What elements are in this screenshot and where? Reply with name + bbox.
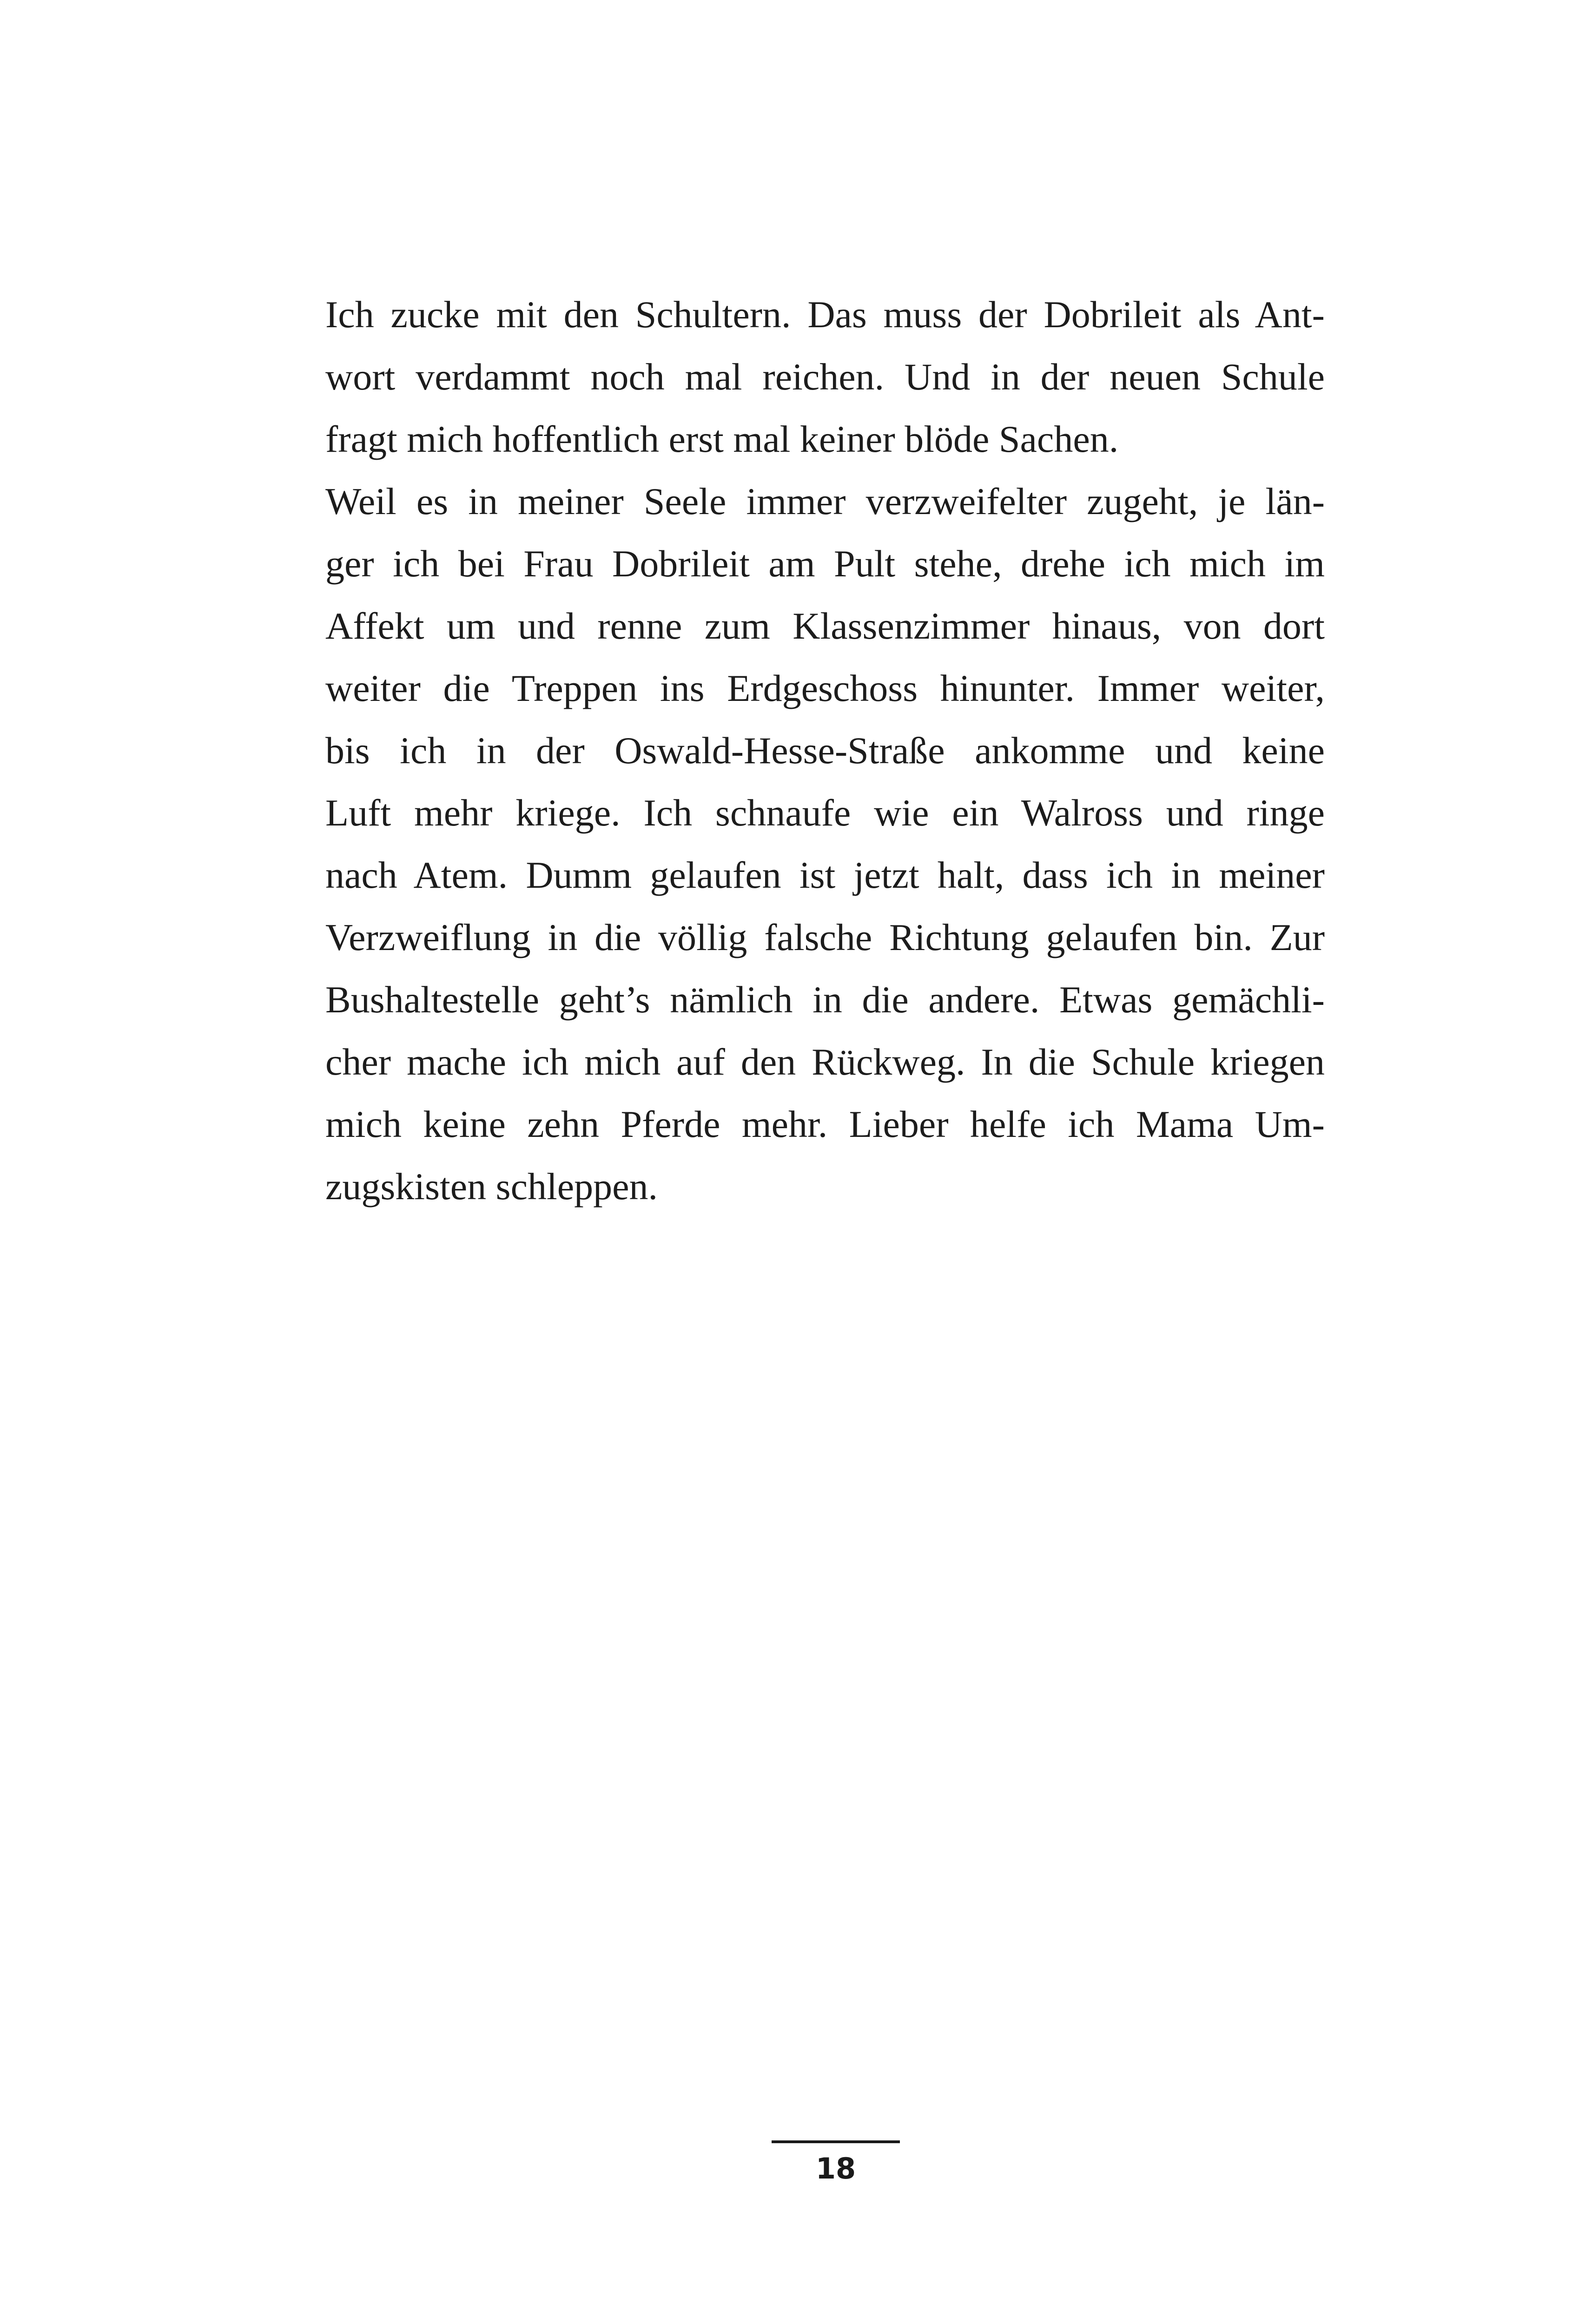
- text-line: Verzweiflung in die völlig falsche Richtung gelaufen bin. Zur: [325, 916, 1325, 958]
- text-line: weiter die Treppen ins Erdgeschoss hinunter. Immer weiter,: [325, 667, 1325, 709]
- text-line: Ich zucke mit den Schultern. Das muss der Dobrileit als Ant-: [325, 293, 1325, 336]
- text-line: zugskisten schleppen.: [325, 1165, 658, 1208]
- text-line: ger ich bei Frau Dobrileit am Pult stehe, drehe ich mich im: [325, 542, 1325, 585]
- text-line: nach Atem. Dumm gelaufen ist jetzt halt, dass ich in meiner: [325, 854, 1325, 896]
- text-line: cher mache ich mich auf den Rückweg. In die Schule kriegen: [325, 1041, 1325, 1083]
- page-footer: [772, 2140, 900, 2185]
- page-number: 18: [815, 2152, 856, 2185]
- text-line: Weil es in meiner Seele immer verzweifelter zugeht, je län-: [325, 480, 1325, 522]
- text-line: bis ich in der Oswald-Hesse-Straße ankomme und keine: [325, 729, 1325, 772]
- text-line: wort verdammt noch mal reichen. Und in der neuen Schule: [325, 356, 1325, 398]
- text-line: Luft mehr kriege. Ich schnaufe wie ein Walross und ringe: [325, 792, 1325, 834]
- text-line: Affekt um und renne zum Klassenzimmer hinaus, von dort: [325, 605, 1325, 647]
- text-line: fragt mich hoffentlich erst mal keiner blöde Sachen.: [325, 418, 1119, 460]
- body-text: [325, 284, 1325, 1218]
- text-line: Bushaltestelle geht’s nämlich in die andere. Etwas gemächli-: [325, 978, 1325, 1021]
- text-line: mich keine zehn Pferde mehr. Lieber helfe ich Mama Um-: [325, 1103, 1325, 1145]
- footer-rule: [772, 2140, 900, 2143]
